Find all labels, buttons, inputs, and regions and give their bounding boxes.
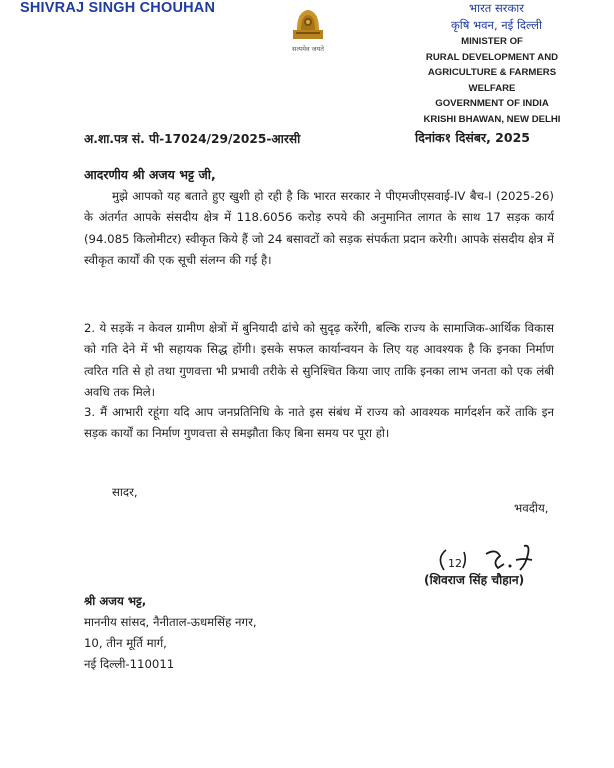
addressee-block <box>84 591 257 675</box>
valediction: भवदीय, <box>514 501 549 515</box>
office-english-line: KRISHI BHAWAN, NEW DELHI <box>423 113 561 125</box>
office-english-line: MINISTER OF <box>461 36 523 47</box>
office-english-line: AGRICULTURE & FARMERS WELFARE <box>427 67 557 94</box>
svg-text:12: 12 <box>448 557 462 570</box>
sender-name: SHIVRAJ SINGH CHOUHAN <box>20 0 216 16</box>
addressee-line: नई दिल्ली-110011 <box>84 657 175 671</box>
signer-name: (शिवराज सिंह चौहान) <box>424 573 525 587</box>
body-paragraph-1: मुझे आपको यह बताते हुए खुशी हो रही है कि भारत सरकार ने पीएमजीएसवाई-IV बैच-I (2025-26) के अंतर्गत आपके संसदीय क्षेत्र में 118.6056 करोड़ रुपये की अनुमानित लागत के साथ 17 सड़क कार्य (94.085 किलोमीटर) स्वीकृत किये हैं जो 24 बसावटों को सड़क संपर्कता प्रदान करेगी। आपके संसदीय क्षेत्र में स्वीकृत कार्यों की एक सूची संलग्न की गई है। <box>84 189 554 267</box>
office-english <box>404 34 580 127</box>
addressee-line: 10, तीन मूर्ति मार्ग, <box>84 636 167 650</box>
office-hindi-line: भारत सरकार <box>469 1 524 15</box>
body-paragraph-3: 3. मैं आभारी रहूंगा यदि आप जनप्रतिनिधि के नाते इस संबंध में राज्य को आवश्यक मार्गदर्शन करें ताकि इन सड़क कार्यों का निर्माण गुणवत्ता से समझौता किए बिना समय पर पूरा हो। <box>84 405 554 441</box>
emblem-motto: सत्यमेव जयते <box>292 45 324 53</box>
office-english-line: GOVERNMENT OF INDIA <box>435 98 549 109</box>
office-hindi <box>451 0 542 34</box>
reference-number: अ.शा.पत्र सं. पी-17024/29/2025-आरसी <box>84 132 301 146</box>
salutation: आदरणीय श्री अजय भट्ट जी, <box>84 167 216 182</box>
office-hindi-line: कृषि भवन, नई दिल्ली <box>450 18 542 32</box>
closing: सादर, <box>112 485 138 499</box>
body-paragraph-2: 2. ये सड़कें न केवल ग्रामीण क्षेत्रों में बुनियादी ढांचे को सुदृढ़ करेंगी, बल्कि राज्य के सामाजिक-आर्थिक विकास को गति देने में भी सहायक सिद्ध होंगी। इसके सफल कार्यान्वयन के लिए यह आवश्यक है कि इनका निर्माण त्वरित गति से हो तथा गुणवत्ता भी प्रभावी तरीके से सुनिश्चित किया जाए ताकि इनका लाभ जनता को एक लंबी अवधि तक मिले। <box>84 321 554 399</box>
addressee-line: माननीय सांसद, नैनीताल-ऊधमसिंह नगर, <box>84 615 257 629</box>
national-emblem-icon <box>287 0 329 42</box>
office-english-line: RURAL DEVELOPMENT AND <box>425 51 559 63</box>
letter-date: दिनांक१ दिसंबर, 2025 <box>415 130 530 145</box>
addressee-name: श्री अजय भट्ट, <box>84 594 147 608</box>
